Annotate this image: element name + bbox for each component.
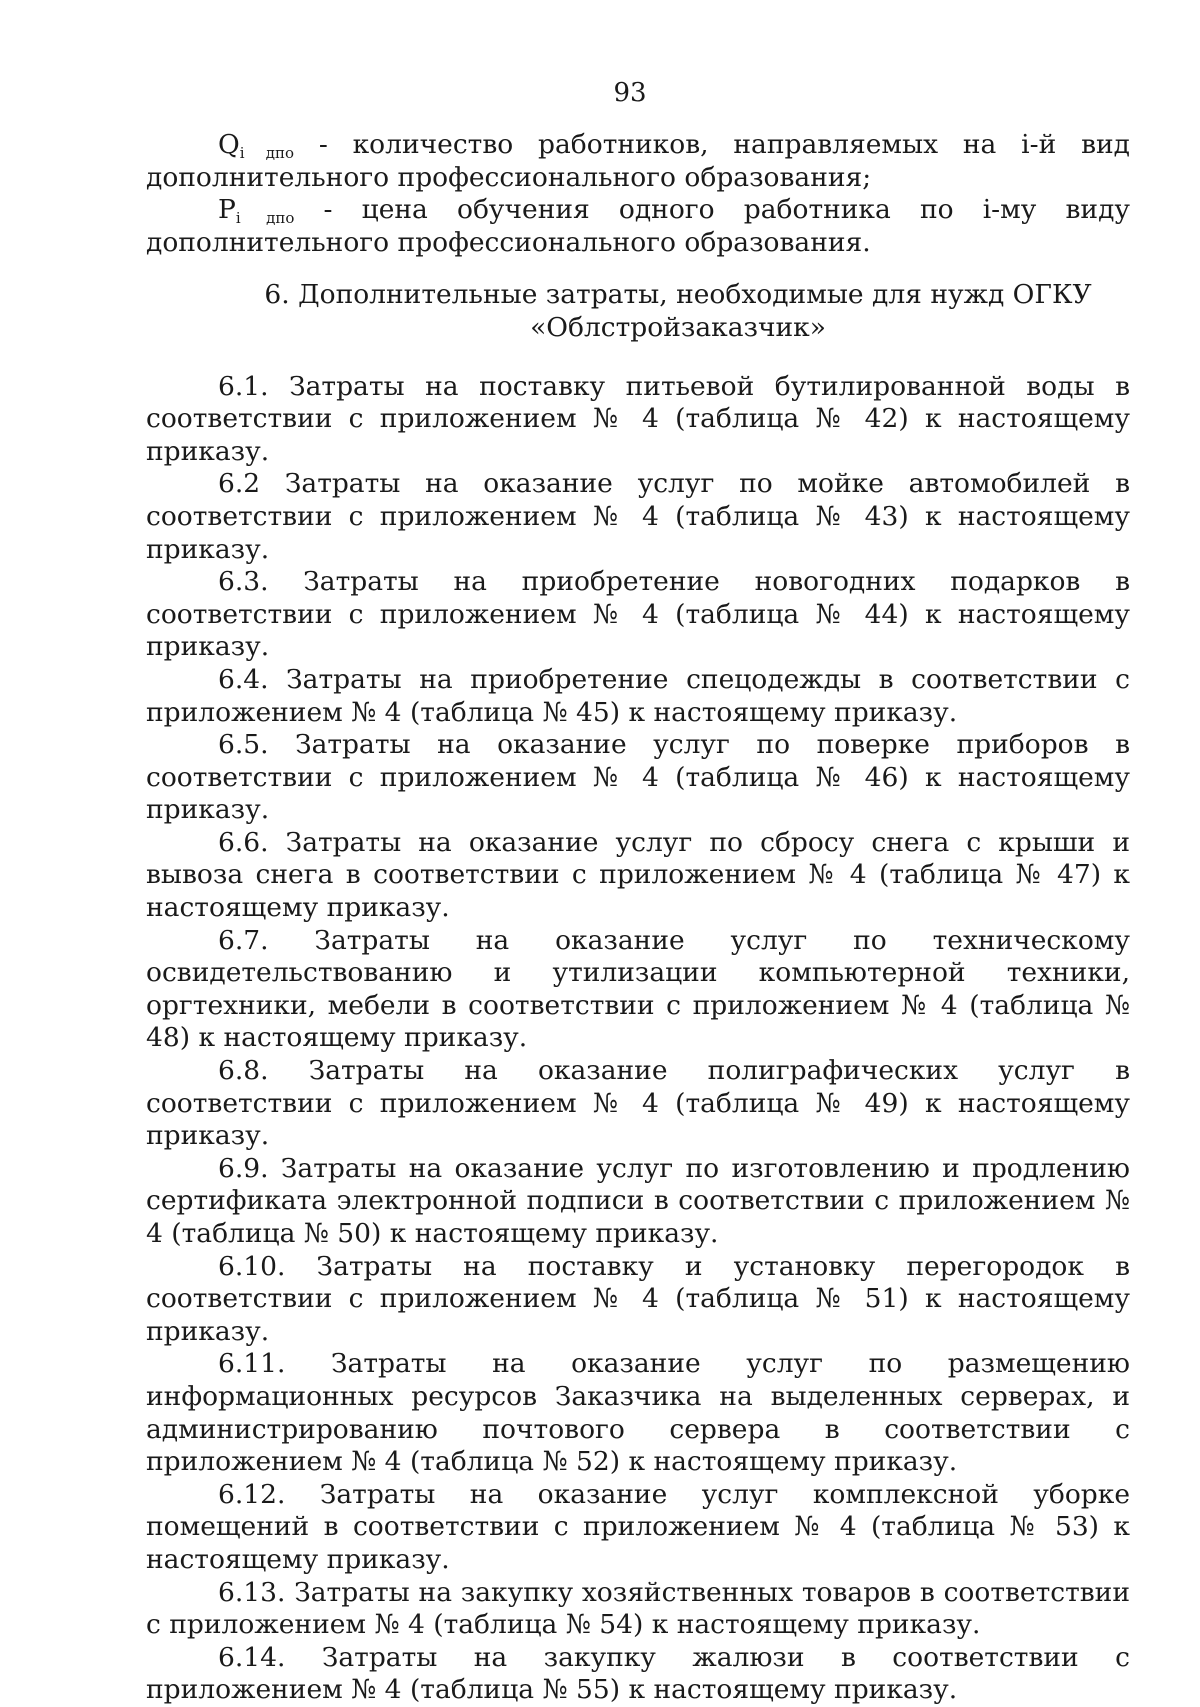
item-6-4: 6.4. Затраты на приобретение спецодежды в соответствии с приложением № 4 (таблица № 45) к настоящему приказу. [146, 663, 1130, 728]
item-6-6: 6.6. Затраты на оказание услуг по сбросу снега с крыши и вывоза снега в соответствии с приложением № 4 (таблица № 47) к настоящему приказу. [146, 826, 1130, 924]
definition-symbol: P [218, 194, 236, 226]
definition-symbol: Q [218, 129, 240, 160]
document-body [146, 129, 1130, 1707]
item-6-2: 6.2 Затраты на оказание услуг по мойке автомобилей в соответствии с приложением № 4 (таблица № 43) к настоящему приказу. [146, 468, 1130, 565]
item-6-5: 6.5. Затраты на оказание услуг по поверке приборов в соответствии с приложением № 4 (таблица № 46) к настоящему приказу. [146, 729, 1130, 826]
item-6-3: 6.3. Затраты на приобретение новогодних подарков в соответствии с приложением № 4 (таблица № 44) к настоящему приказу. [146, 566, 1130, 663]
item-6-7: 6.7. Затраты на оказание услуг по техническому освидетельствованию и утилизации компьютерной техники, оргтехники, мебели в соответствии с приложением № 4 (таблица № 48) к настоящему приказу. [146, 924, 1130, 1054]
definition-q [146, 129, 1130, 194]
item-6-13: 6.13. Затраты на закупку хозяйственных товаров в соответствии с приложением № 4 (таблица № 54) к настоящему приказу. [146, 1576, 1130, 1641]
definition-text: - количество работников, направляемых на i-й вид дополнительного профессионального образования; [146, 129, 1130, 193]
definition-subscript: i дпо [239, 144, 294, 162]
page-number: 93 [613, 78, 647, 108]
definition-text: - цена обучения одного работника по i-му виду дополнительного профессионального образования. [146, 194, 1130, 258]
item-6-1: 6.1. Затраты на поставку питьевой бутилированной воды в соответствии с приложением № 4 (таблица № 42) к настоящему приказу. [146, 370, 1130, 467]
item-6-14: 6.14. Затраты на закупку жалюзи в соответствии с приложением № 4 (таблица № 55) к настоящему приказу. [146, 1641, 1130, 1706]
item-6-10: 6.10. Затраты на поставку и установку перегородок в соответствии с приложением № 4 (таблица № 51) к настоящему приказу. [146, 1250, 1130, 1347]
section-title-line-1: 6. Дополнительные затраты, необходимые для нужд ОГКУ [264, 279, 1092, 311]
item-6-9: 6.9. Затраты на оказание услуг по изготовлению и продлению сертификата электронной подписи в соответствии с приложением № 4 (таблица № 50) к настоящему приказу. [146, 1152, 1130, 1249]
section-title-line-2: «Облстройзаказчик» [530, 311, 826, 343]
item-6-11: 6.11. Затраты на оказание услуг по размещению информационных ресурсов Заказчика на выделенных серверах, и администрированию почтового сервера в соответствии с приложением № 4 (таблица № 52) к настоящему приказу. [146, 1348, 1130, 1478]
item-6-12: 6.12. Затраты на оказание услуг комплексной уборке помещений в соответствии с приложением № 4 (таблица № 53) к настоящему приказу. [146, 1478, 1130, 1575]
item-6-8: 6.8. Затраты на оказание полиграфических услуг в соответствии с приложением № 4 (таблица № 49) к настоящему приказу. [146, 1055, 1130, 1152]
definition-subscript: i дпо [235, 209, 295, 228]
definition-p [146, 194, 1130, 259]
section-heading [146, 279, 1130, 344]
